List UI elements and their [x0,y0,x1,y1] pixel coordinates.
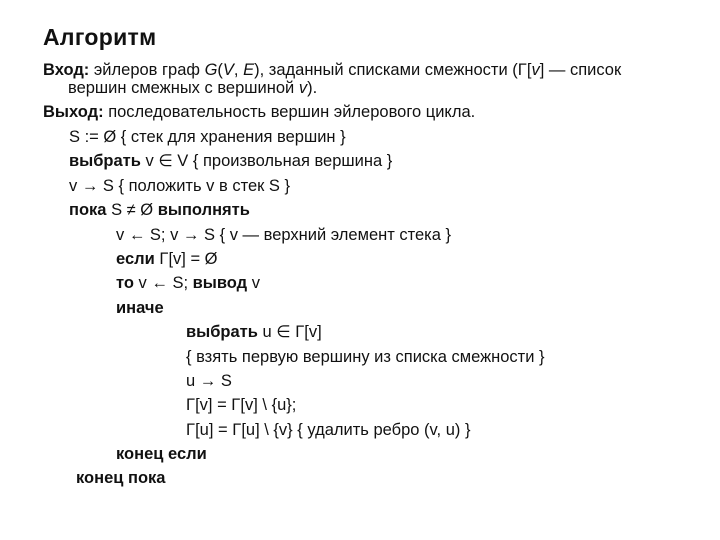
output-line [43,102,475,122]
algo-line-1: S := Ø { стек для хранения вершин } [69,128,346,146]
algo-text: v ← S; [133,274,193,292]
keyword-while: пока [69,201,107,219]
keyword-if: если [116,250,155,268]
algo-line-12: Γ[v] = Γ[v] \ {u}; [186,396,297,414]
algo-line-2 [69,151,392,171]
output-label: Выход: [43,103,104,121]
input-text: эйлеров граф [89,61,205,79]
vertex-set-symbol: V [222,61,234,79]
input-text: , [233,61,244,79]
algo-line-4 [69,200,250,220]
input-line-continued [68,78,317,98]
keyword-select: выбрать [69,152,141,170]
algo-line-11: u → S [186,372,232,390]
output-text: последовательность вершин эйлерового цикла. [103,103,476,121]
algo-text: u ∈ Γ[v] [257,323,322,341]
page-title: Алгоритм [43,24,157,50]
edge-set-symbol: E [243,61,255,79]
algo-line-7 [116,273,260,293]
keyword-output: вывод [192,274,248,292]
vertex-symbol: v [531,61,540,79]
keyword-end-if: конец если [116,445,207,463]
keyword-then: то [116,274,134,292]
algo-text: S ≠ Ø [106,201,158,219]
algo-text: Γ[v] = Ø [154,250,218,268]
input-text: ), заданный списками смежности (Γ[ [254,61,532,79]
input-line [43,60,621,80]
algo-line-3: v → S { положить v в стек S } [69,177,291,195]
keyword-select: выбрать [186,323,258,341]
algo-line-5: v ← S; v → S { v — верхний элемент стека } [116,226,452,244]
input-text: ( [217,61,223,79]
algo-line-10: { взять первую вершину из списка смежности } [186,348,545,366]
keyword-else: иначе [116,299,164,317]
keyword-end-while: конец пока [76,469,166,487]
algo-line-6 [116,249,218,269]
graph-symbol: G [204,61,218,79]
algo-line-9 [186,322,322,342]
input-text: ] — список [539,61,622,79]
input-label: Вход: [43,61,90,79]
keyword-do: выполнять [157,201,250,219]
algo-text: v [247,274,260,292]
algo-text: v ∈ V { произвольная вершина } [140,152,393,170]
vertex-symbol: v [298,79,308,97]
algo-line-13: Γ[u] = Γ[u] \ {v} { удалить ребро (v, u) } [186,421,471,439]
input-text: вершин смежных с вершиной [68,79,299,97]
input-text: ). [307,79,318,97]
